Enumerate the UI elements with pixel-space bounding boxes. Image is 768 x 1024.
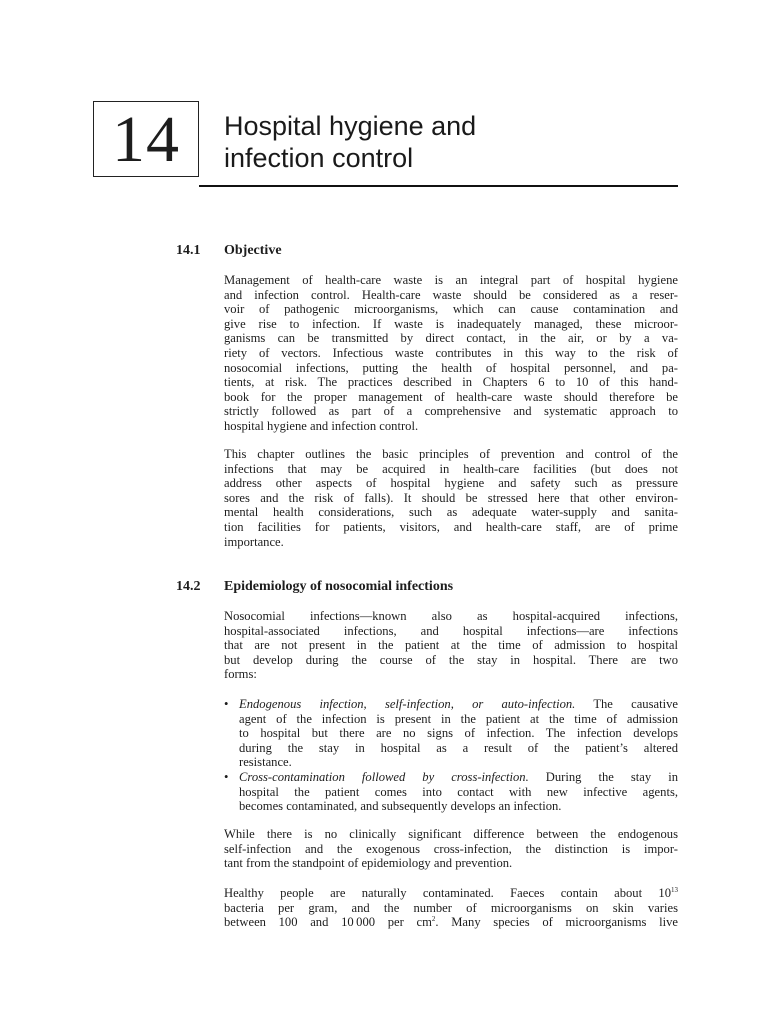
paragraph-epidemiology-contamination — [224, 886, 678, 930]
text-line: and infection control. Health-care waste should be considered as a reser- — [224, 287, 678, 302]
list-item — [224, 770, 678, 814]
text-line: hospital-associated infections, and hospital infections—are infections — [224, 623, 678, 638]
text-fragment: between 100 and 10 000 per cm — [224, 915, 432, 930]
text-line: ganisms can be transmitted by direct contact, in the air, or by a va- — [224, 331, 678, 346]
text-line: give rise to infection. If waste is inadequately managed, these microor- — [224, 316, 678, 331]
text-line: during the stay in hospital as a result of the patient’s altered — [239, 740, 678, 755]
text-line: infections that may be acquired in health-care facilities (but does not — [224, 461, 678, 476]
section-number: 14.1 — [176, 243, 201, 258]
text-fragment: During the stay in — [528, 769, 678, 784]
chapter-title — [224, 110, 476, 174]
text-line: tion facilities for patients, visitors, and health-care staff, are of prime — [224, 519, 678, 534]
text-line: address other aspects of hospital hygiene and safety such as pressure — [224, 476, 678, 491]
infection-forms-list — [224, 697, 678, 814]
paragraph-epidemiology-distinction — [224, 827, 678, 871]
text-line: self-infection and the exogenous cross-infection, the distinction is impor- — [224, 841, 678, 856]
text-line — [239, 697, 678, 712]
text-line: While there is no clinically significant difference between the endogenous — [224, 827, 678, 841]
bullet-mark: • — [224, 697, 229, 711]
section-heading-objective — [176, 243, 282, 259]
text-line: but develop during the course of the stay in hospital. There are two — [224, 652, 678, 667]
text-line: tant from the standpoint of epidemiology and prevention. — [224, 856, 513, 871]
text-line — [224, 886, 678, 901]
term-cross-contamination: Cross-contamination followed by cross-infection. — [239, 769, 529, 784]
text-line: riety of vectors. Infectious waste contributes in this way to the risk of — [224, 345, 678, 360]
text-fragment: . Many species of microorganisms live — [435, 915, 678, 930]
text-line: Nosocomial infections—known also as hospital-acquired infections, — [224, 609, 678, 623]
text-fragment: Healthy people are naturally contaminated. Faeces contain about 10 — [224, 886, 671, 900]
text-line: tients, at risk. The practices described in Chapters 6 to 10 of this hand- — [224, 375, 678, 390]
text-line: book for the proper management of health-care waste should therefore be — [224, 389, 678, 404]
section-title: Epidemiology of nosocomial infections — [224, 579, 454, 594]
chapter-number-box — [93, 101, 199, 177]
text-line: strictly followed as part of a comprehensive and systematic approach to — [224, 404, 678, 419]
text-line: agent of the infection is present in the patient at the time of admission — [239, 711, 678, 726]
paragraph-epidemiology-intro — [224, 609, 678, 682]
exponent: 13 — [671, 886, 678, 894]
text-line: bacteria per gram, and the number of microorganisms on skin varies — [224, 900, 678, 915]
chapter-title-line: Hospital hygiene and — [224, 111, 477, 141]
text-line: voir of pathogenic microorganisms, which can cause contamination and — [224, 302, 678, 317]
text-fragment: The causative — [575, 697, 678, 711]
text-line: hospital hygiene and infection control. — [224, 418, 419, 433]
text-line: nosocomial infections, putting the health of hospital personnel, and pa- — [224, 360, 678, 375]
section-number: 14.2 — [176, 579, 201, 594]
text-line: importance. — [224, 534, 284, 549]
text-line: that are not present in the patient at the time of admission to hospital — [224, 638, 678, 653]
text-line: mental health considerations, such as adequate water-supply and sanita- — [224, 505, 678, 520]
section-heading-epidemiology — [176, 579, 453, 595]
text-line: Management of health-care waste is an integral part of hospital hygiene — [224, 273, 678, 287]
chapter-title-line: infection control — [224, 143, 414, 173]
text-line: hospital the patient comes into contact with new infective agents, — [239, 784, 678, 799]
list-item — [224, 697, 678, 770]
text-line — [224, 915, 678, 930]
text-line: becomes contaminated, and subsequently develops an infection. — [239, 799, 562, 814]
paragraph-objective-2 — [224, 447, 678, 549]
chapter-number: 14 — [112, 103, 180, 176]
term-endogenous: Endogenous infection, self-infection, or auto-infection. — [239, 697, 576, 711]
section-title: Objective — [224, 243, 282, 258]
chapter-title-rule — [199, 185, 678, 187]
text-line — [239, 770, 678, 785]
paragraph-objective-1 — [224, 273, 678, 434]
text-line: resistance. — [239, 755, 292, 770]
text-line: sores and the risk of falls). It should be stressed here that other environ- — [224, 490, 678, 505]
bullet-mark: • — [224, 769, 229, 784]
exponent: 2 — [431, 915, 436, 924]
text-line: to hospital but there are no signs of infection. The infection develops — [239, 726, 678, 741]
text-line: forms: — [224, 667, 257, 682]
text-line: This chapter outlines the basic principles of prevention and control of the — [224, 447, 678, 461]
